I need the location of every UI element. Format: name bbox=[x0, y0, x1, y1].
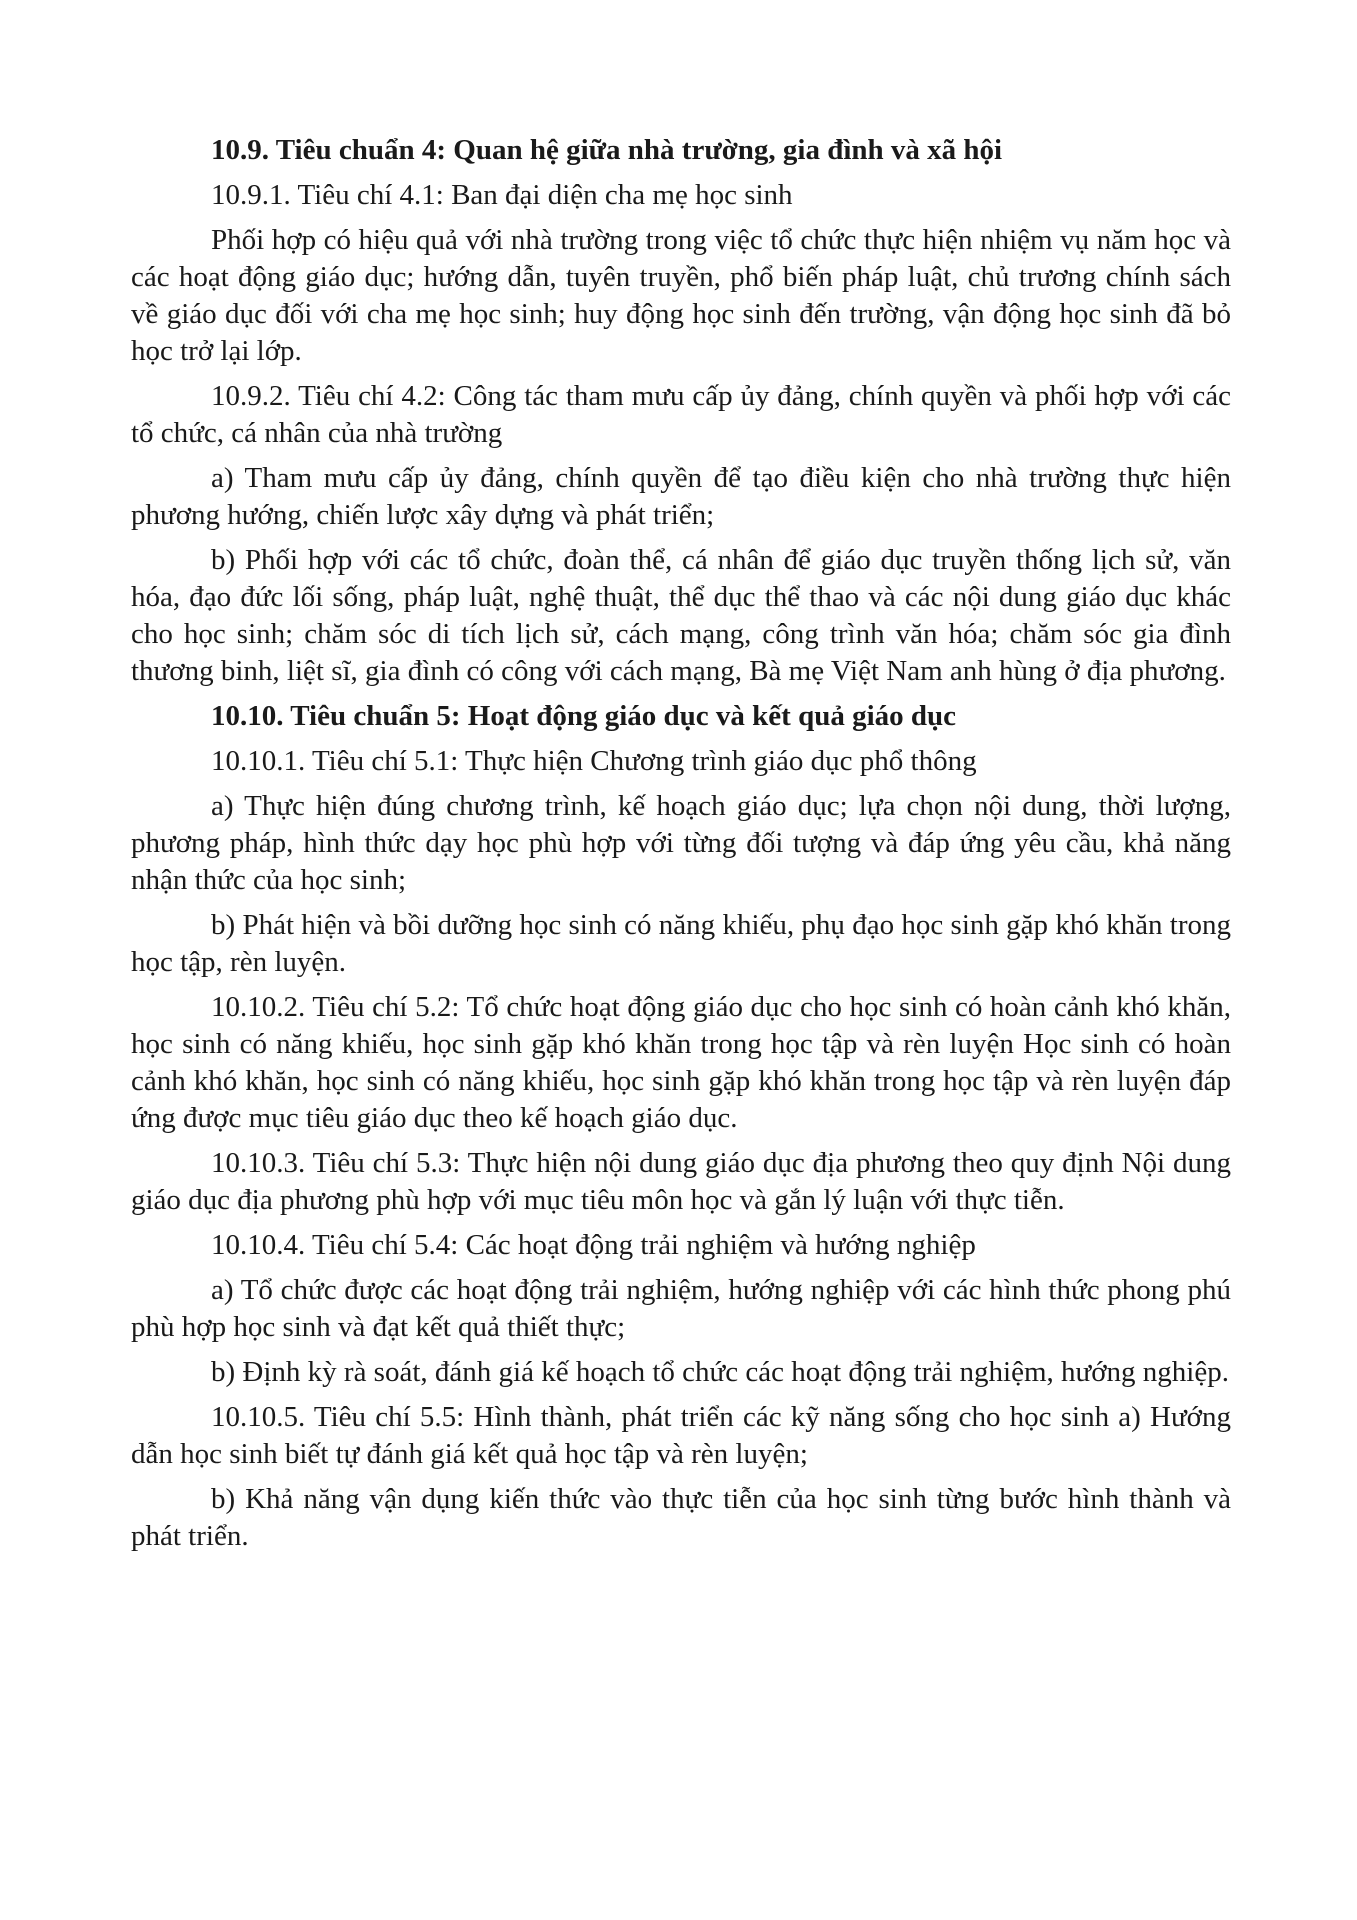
section-heading: 10.10. Tiêu chuẩn 5: Hoạt động giáo dục và kết quả giáo dục bbox=[211, 700, 957, 732]
document-page bbox=[131, 126, 1231, 1563]
criterion-title: 10.9.1. Tiêu chí 4.1: Ban đại diện cha mẹ học sinh bbox=[211, 179, 793, 211]
criterion-title: 10.10.4. Tiêu chí 5.4: Các hoạt động trải nghiệm và hướng nghiệp bbox=[211, 1229, 976, 1261]
section-heading: 10.9. Tiêu chuẩn 4: Quan hệ giữa nhà trường, gia đình và xã hội bbox=[211, 134, 1003, 166]
paragraph: b) Định kỳ rà soát, đánh giá kế hoạch tổ chức các hoạt động trải nghiệm, hướng nghiệp. bbox=[211, 1356, 1229, 1388]
paragraph: 10.10.3. Tiêu chí 5.3: Thực hiện nội dung giáo dục địa phương theo quy định Nội dung giáo dục địa phương phù hợp với mục tiêu môn học và gắn lý luận với thực tiễn. bbox=[131, 1147, 1231, 1216]
paragraph: 10.9.2. Tiêu chí 4.2: Công tác tham mưu cấp ủy đảng, chính quyền và phối hợp với các tổ chức, cá nhân của nhà trường bbox=[131, 380, 1231, 449]
paragraph: b) Khả năng vận dụng kiến thức vào thực tiễn của học sinh từng bước hình thành và phát triển. bbox=[131, 1483, 1231, 1552]
paragraph: a) Tham mưu cấp ủy đảng, chính quyền để tạo điều kiện cho nhà trường thực hiện phương hướng, chiến lược xây dựng và phát triển; bbox=[131, 462, 1231, 531]
paragraph: Phối hợp có hiệu quả với nhà trường trong việc tổ chức thực hiện nhiệm vụ năm học và các hoạt động giáo dục; hướng dẫn, tuyên truyền, phổ biến pháp luật, chủ trương chính sách về giáo dục đối với cha mẹ học sinh; huy động học sinh đến trường, vận động học sinh đã bỏ học trở lại lớp. bbox=[131, 224, 1231, 367]
paragraph: a) Thực hiện đúng chương trình, kế hoạch giáo dục; lựa chọn nội dung, thời lượng, phương pháp, hình thức dạy học phù hợp với từng đối tượng và đáp ứng yêu cầu, khả năng nhận thức của học sinh; bbox=[131, 790, 1231, 896]
paragraph: 10.10.5. Tiêu chí 5.5: Hình thành, phát triển các kỹ năng sống cho học sinh a) Hướng dẫn học sinh biết tự đánh giá kết quả học tập và rèn luyện; bbox=[131, 1401, 1231, 1470]
paragraph: 10.10.2. Tiêu chí 5.2: Tổ chức hoạt động giáo dục cho học sinh có hoàn cảnh khó khăn, học sinh có năng khiếu, học sinh gặp khó khăn trong học tập và rèn luyện Học sinh có hoàn cảnh khó khăn, học sinh có năng khiếu, học sinh gặp khó khăn trong học tập và rèn luyện đáp ứng được mục tiêu giáo dục theo kế hoạch giáo dục. bbox=[131, 991, 1231, 1134]
criterion-title: 10.10.1. Tiêu chí 5.1: Thực hiện Chương trình giáo dục phổ thông bbox=[211, 745, 977, 777]
paragraph: b) Phát hiện và bồi dưỡng học sinh có năng khiếu, phụ đạo học sinh gặp khó khăn trong học tập, rèn luyện. bbox=[131, 909, 1231, 978]
paragraph: b) Phối hợp với các tổ chức, đoàn thể, cá nhân để giáo dục truyền thống lịch sử, văn hóa, đạo đức lối sống, pháp luật, nghệ thuật, thể dục thể thao và các nội dung giáo dục khác cho học sinh; chăm sóc di tích lịch sử, cách mạng, công trình văn hóa; chăm sóc gia đình thương binh, liệt sĩ, gia đình có công với cách mạng, Bà mẹ Việt Nam anh hùng ở địa phương. bbox=[131, 544, 1231, 687]
paragraph: a) Tổ chức được các hoạt động trải nghiệm, hướng nghiệp với các hình thức phong phú phù hợp học sinh và đạt kết quả thiết thực; bbox=[131, 1274, 1231, 1343]
